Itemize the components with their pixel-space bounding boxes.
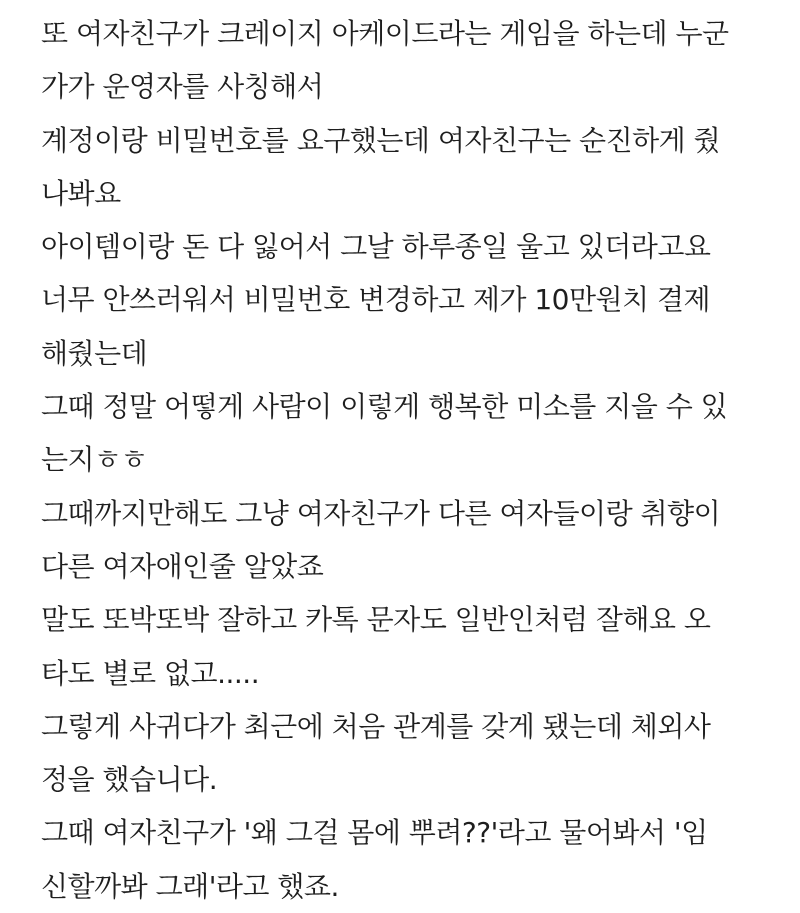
text-line: 나봐요 [41,176,121,210]
text-line: 계정이랑 비밀번호를 요구했는데 여자친구는 순진하게 줬 [41,123,721,157]
article-body [41,0,781,913]
text-line: 그때까지만해도 그냥 여자친구가 다른 여자들이랑 취향이 [41,496,721,530]
text-line: 해줬는데 [41,336,148,370]
text-line: 그때 여자친구가 '왜 그걸 몸에 뿌려??'라고 물어봐서 '임 [41,816,708,850]
text-line: 그렇게 사귀다가 최근에 처음 관계를 갖게 됐는데 체외사 [41,709,711,743]
text-line: 다른 여자애인줄 알았죠 [41,549,324,583]
text-line: 정을 했습니다. [41,763,218,797]
text-line: 또 여자친구가 크레이지 아케이드라는 게임을 하는데 누군 [41,17,729,50]
text-line: 그때 정말 어떻게 사람이 이렇게 행복한 미소를 지을 수 있 [41,390,728,424]
text-line: 말도 또박또박 잘하고 카톡 문자도 일반인처럼 잘해요 오 [41,603,711,637]
text-line: 아이템이랑 돈 다 잃어서 그날 하루종일 울고 있더라고요 [41,230,711,264]
text-line: 가가 운영자를 사칭해서 [41,70,324,104]
text-line: 너무 안쓰러워서 비밀번호 변경하고 제가 10만원치 결제 [41,283,711,317]
text-line: 타도 별로 없고..... [41,656,260,690]
text-line: 신할까봐 그래'라고 했죠. [41,869,339,903]
text-line: 는지ㅎㅎ [41,443,148,477]
